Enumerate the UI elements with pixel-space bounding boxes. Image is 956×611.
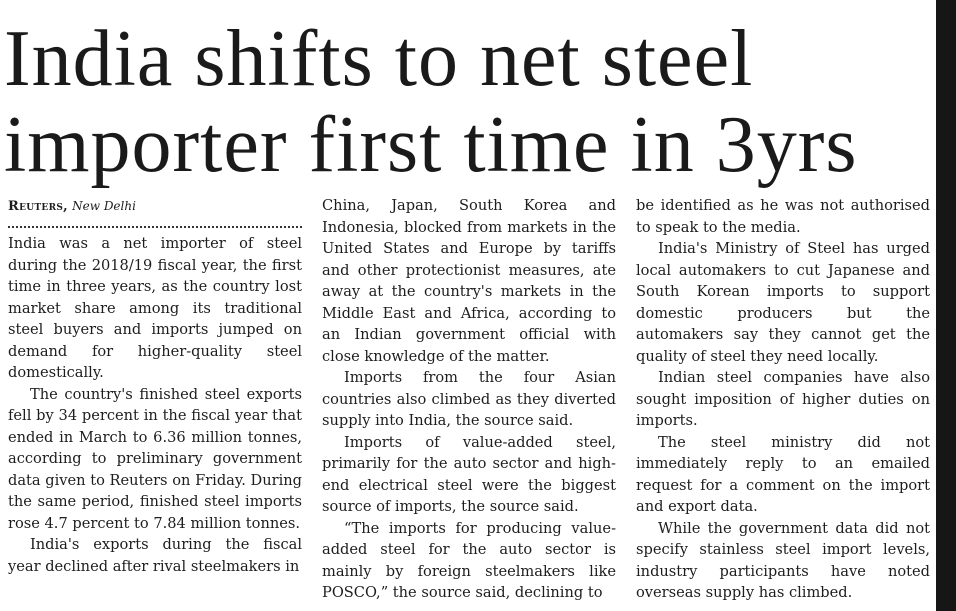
paragraph: Indian steel companies have also sought imposition of higher duties on imports.	[636, 369, 930, 429]
article-column-2	[322, 195, 616, 604]
page-edge-shadow	[936, 0, 956, 611]
paragraph: India was a net importer of steel during the 2018/19 fiscal year, the first time in three years, as the country lost market share among its traditional steel buyers and imports jumped on demand for higher-quality steel domestically.	[8, 235, 302, 381]
paragraph: The steel ministry did not immediately reply to an emailed request for a comment on the import and export data.	[636, 433, 930, 515]
paragraph: Imports from the four Asian countries also climbed as they diverted supply into India, the source said.	[322, 369, 616, 429]
paragraph: “The imports for producing value-added steel for the auto sector is mainly by foreign steelmakers like POSCO,” the source said, declining to	[322, 519, 616, 601]
paragraph: India's exports during the fiscal year declined after rival steelmakers in	[8, 536, 302, 575]
headline-line-2: importer first time in 3yrs	[4, 101, 858, 189]
headline-line-1: India shifts to net steel	[4, 15, 754, 103]
paragraph: The country's finished steel exports fell by 34 percent in the fiscal year that ended in March to 6.36 million tonnes, according to preliminary government data given to Reuters on Friday. During the same period, finished steel imports rose 4.7 percent to 7.84 million tonnes.	[8, 385, 302, 532]
byline	[8, 197, 302, 228]
article-column-1	[8, 233, 302, 577]
paragraph: Imports of value-added steel, primarily for the auto sector and high-end electrical steel were the biggest source of imports, the source said.	[322, 433, 616, 515]
byline-place: New Delhi	[72, 199, 136, 213]
headline	[4, 16, 924, 188]
paragraph: be identified as he was not authorised to speak to the media.	[636, 197, 930, 236]
byline-agency: Reuters,	[8, 199, 68, 214]
paragraph: While the government data did not specify stainless steel import levels, industry participants have noted overseas supply has climbed.	[636, 519, 930, 601]
article-column-3	[636, 195, 930, 604]
paragraph: India's Ministry of Steel has urged local automakers to cut Japanese and South Korean imports to support domestic producers but the automakers say they cannot get the quality of steel they need locally.	[636, 240, 930, 365]
paragraph: China, Japan, South Korea and Indonesia, blocked from markets in the United States and Europe by tariffs and other protectionist measures, ate away at the country's markets in the Middle East and Africa, according to an Indian government official with close knowledge of the matter.	[322, 197, 616, 365]
